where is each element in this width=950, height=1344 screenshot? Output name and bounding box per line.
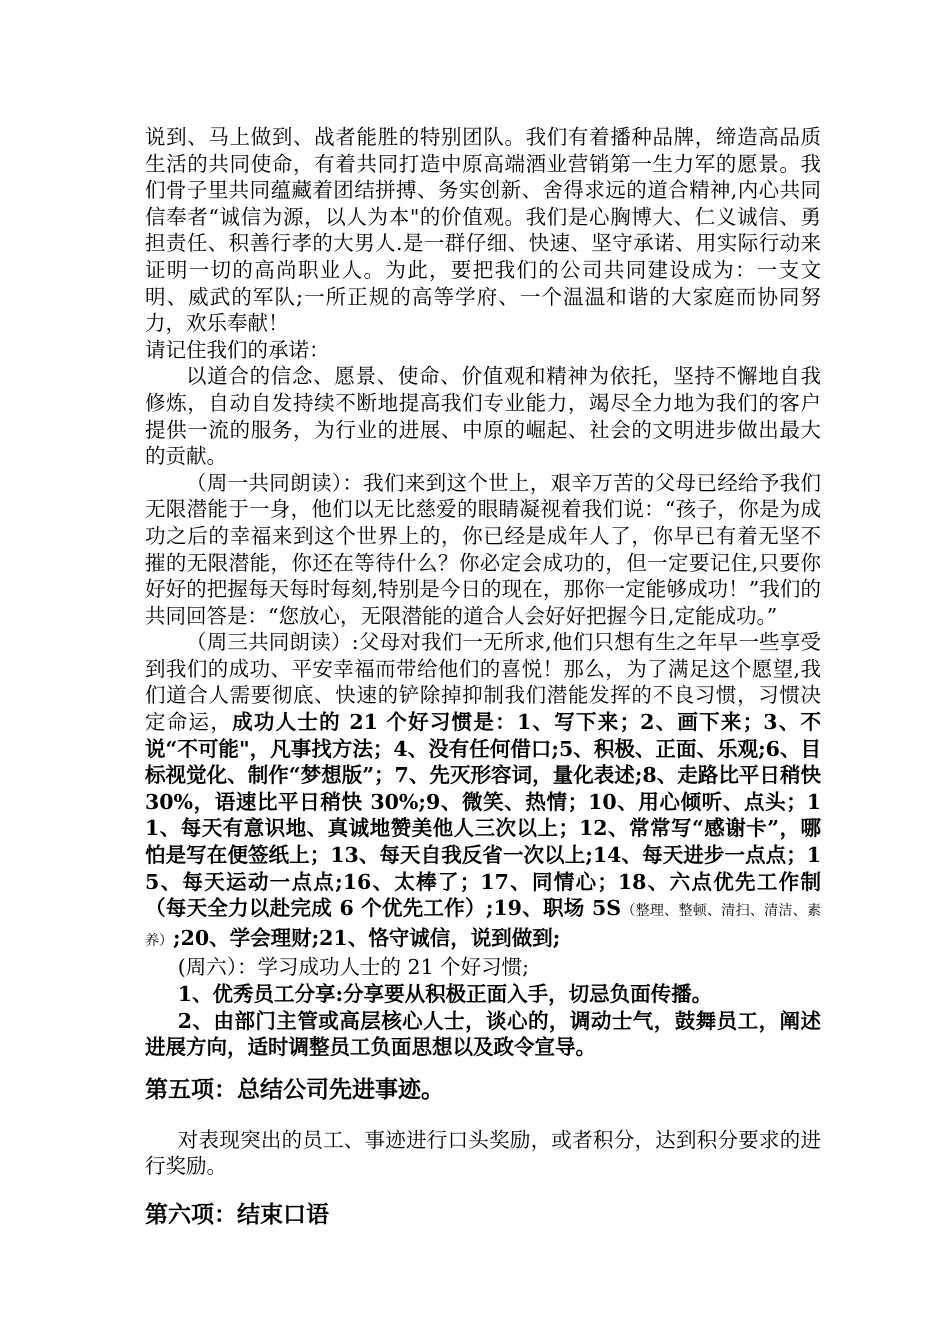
paragraph-manager-talk: 2、由部门主管或高层核心人士，谈心的，调动士气，鼓舞员工，阐述进展方向，适时调整员工负面思想以及政令宣导。 — [145, 1008, 821, 1060]
good-habits-list: 成功人士的 21 个好习惯是：1、写下来；2、画下来；3、不说“不可能"，凡事找方法；4、没有任何借口;5、积极、正面、乐观;6、目标视觉化、制作“梦想版”；7、先灭形容词，量化表述;8、走路比平日稍快 30%，语速比平日稍快 30%;9、微笑、热情；10、用心倾听、点头；11、每天有意识地、真诚地赞美他人三次以上；12、常常写“感谢卡”，哪怕是写在便签纸上；13、每天自我反省一次以上;14、每天进步一点点；15、每天运动一点点;16、太棒了；17、同情心；18、六点优先工作制（每天全力以赴完成 6 个优先工作）;19、职场 5S — [145, 710, 822, 921]
paragraph-mission: 说到、马上做到、战者能胜的特别团队。我们有着播种品牌，缔造高品质生活的共同使命，有着共同打造中原高端酒业营销第一生力军的愿景。我们骨子里共同蕴藏着团结拼搏、务实创新、舍得求远的道合精神,内心共同信奉者“诚信为源，以人为本"的价值观。我们是心胸博大、仁义诚信、勇 担责任、积善行孝的大男人.是一群仔细、快速、坚守承诺、用实际行动来证明一切的高尚职业人。为此，要把我们的公司共同建设成为：一支文明、威武的军队;一所正规的高等学府、一个温温和谐的大家庭而协同努力，欢乐奉献！ — [145, 125, 821, 336]
wednesday-reading-text: （周三共同朗读）:父母对我们一无所求,他们只想有生之年早一些享受到我们的成功、平安幸福而带给他们的喜悦！那么，为了满足这个愿望,我们道合人需要彻底、快速的铲除掉抑制我们潜能发挥的不良习惯，习惯决定命运， — [145, 630, 821, 735]
good-habits-list-end: ;20、学会理财;21、恪守诚信，说到做到; — [173, 925, 561, 950]
paragraph-saturday-reading: (周六）：学习成功人士的 21 个好习惯; — [177, 955, 530, 980]
five-s-note: （整理、整顿、清扫、清洁、素养） — [145, 903, 821, 949]
paragraph-promise-label: 请记住我们的承诺： — [145, 337, 330, 362]
paragraph-wednesday-reading — [145, 629, 821, 954]
section-five-heading: 第五项：总结公司先进事迹。 — [145, 1075, 444, 1103]
section-six-heading: 第六项：结束口语 — [145, 1200, 329, 1228]
paragraph-employee-sharing: 1、优秀员工分享:分享要从积极正面入手，切忌负面传播。 — [177, 982, 713, 1006]
section-five-body: 对表现突出的员工、事迹进行口头奖励，或者积分，达到积分要求的进行奖励。 — [145, 1127, 821, 1179]
paragraph-monday-reading: （周一共同朗读）：我们来到这个世上，艰辛万苦的父母已经给予我们无限潜能于一身，他们以无比慈爱的眼睛凝视着我们说：“孩子，你是为成功之后的幸福来到这个世界上的，你已经是成年人了，你早已有着无坚不摧的无限潜能，你还在等待什么？你必定会成功的，但一定要记住,只要你好好的把握每天每时每刻,特别是今日的现在，那你一定能够成功！”我们的共同回答是：“您放心，无限潜能的道合人会好好把握今日,定能成功。” — [145, 470, 821, 628]
paragraph-promise: 以道合的信念、愿景、使命、价值观和精神为依托，坚持不懈地自我修炼，自动自发持续不断地提高我们专业能力，竭尽全力地为我们的客户提供一流的服务，为行业的进展、中原的崛起、社会的文明进步做出最大的贡献。 — [145, 364, 821, 469]
document-page — [145, 124, 821, 1230]
